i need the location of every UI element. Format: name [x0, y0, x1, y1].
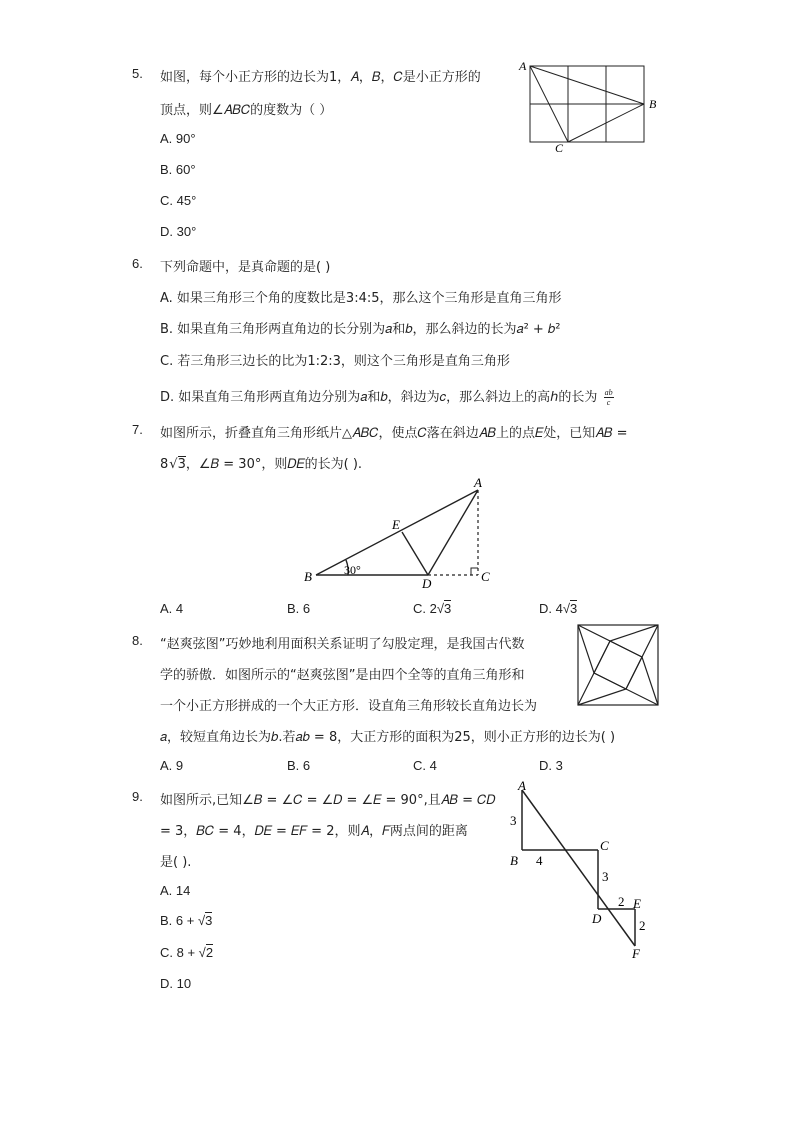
- q6-option-d: [160, 386, 614, 407]
- q8-option-d: D. 3: [539, 758, 563, 773]
- q9-length-ab: 3: [510, 813, 517, 828]
- q9-option-a: A. 14: [160, 883, 191, 898]
- sqrt-symbol: √: [197, 913, 206, 928]
- q9-segment-af: [522, 790, 635, 946]
- q8-triangle-line: [578, 625, 658, 705]
- q8-option-c: C. 4: [413, 758, 437, 773]
- sqrt-symbol: √: [169, 457, 178, 472]
- q5-option-a: A. 90°: [160, 131, 196, 146]
- q7-option-c-coef: C. 2: [413, 601, 437, 616]
- q8-triangle-line: [578, 625, 658, 705]
- q9-option-b-prefix: B. 6 +: [160, 913, 195, 928]
- q7-coefficient: 8: [160, 457, 169, 472]
- q8-stem-line3: 一个小正方形拼成的一个大正方形．设直角三角形较长直角边长为: [160, 699, 538, 714]
- q5-stem-line2: 顶点，则∠𝐴𝐵𝐶的度数为（ ）: [160, 103, 333, 118]
- q7-stem-tail: ，∠𝐵 = 30°，则𝐷𝐸的长为( ).: [185, 457, 363, 472]
- q6-number: 6.: [132, 256, 143, 271]
- q9-option-b-radicand: 3: [205, 913, 213, 928]
- q6-option-c: C. 若三角形三边长的比为1:2:3，则这个三角形是直角三角形: [160, 354, 510, 369]
- q9-stem-line1: 如图所示,已知∠𝐵 = ∠𝐶 = ∠𝐷 = ∠𝐸 = 90°,且𝐴𝐵 = 𝐶𝐷: [160, 793, 496, 808]
- q9-option-b: [160, 913, 212, 928]
- q8-triangle-line: [578, 625, 658, 705]
- q9-label-d: D: [592, 911, 602, 926]
- q9-label-c: C: [600, 838, 609, 853]
- q7-segment-ed: [402, 532, 428, 575]
- q7-option-d-radicand: 3: [569, 601, 578, 616]
- q8-big-square: [578, 625, 658, 705]
- q8-number: 8.: [132, 633, 143, 648]
- q9-option-d: D. 10: [160, 976, 192, 991]
- q6-fraction: [604, 388, 614, 407]
- q9-length-ef: 2: [639, 918, 646, 933]
- q8-stem-line4: 𝑎，较短直角边长为𝑏.若𝑎𝑏 = 8，大正方形的面积为25，则小正方形的边长为( ): [160, 730, 616, 745]
- q7-label-c: C: [481, 569, 490, 584]
- q8-triangle-line: [578, 625, 658, 705]
- q6-option-b: B. 如果直角三角形两直角边的长分别为𝑎和𝑏，那么斜边的长为𝑎² + 𝑏²: [160, 322, 561, 337]
- q9-length-de: 2: [618, 894, 625, 909]
- q5-label-b: B: [649, 97, 657, 111]
- q9-number: 9.: [132, 789, 143, 804]
- q7-option-d: [539, 601, 577, 616]
- q7-number: 7.: [132, 422, 143, 437]
- q5-stem-line1: 如图，每个小正方形的边长为1，𝐴，𝐵，𝐶是小正方形的: [160, 70, 481, 85]
- q7-stem-line2: [160, 453, 362, 472]
- q9-option-c-prefix: C. 8 +: [160, 945, 196, 960]
- q7-angle-label: 30°: [344, 563, 361, 577]
- q7-option-c: [413, 601, 451, 616]
- q7-label-b: B: [304, 569, 312, 584]
- q9-label-a: A: [518, 778, 526, 793]
- q6-option-d-text: D. 如果直角三角形两直角边分别为𝑎和𝑏，斜边为𝑐，那么斜边上的高ℎ的长为: [160, 390, 598, 405]
- q7-triangle-figure: [300, 474, 500, 588]
- q6-stem: 下列命题中，是真命题的是( ): [160, 260, 331, 275]
- q7-stem-line1: 如图所示，折叠直角三角形纸片△𝐴𝐵𝐶，使点𝐶落在斜边𝐴𝐵上的点𝐸处，已知𝐴𝐵 =: [160, 426, 628, 441]
- q5-label-a: A: [519, 59, 527, 73]
- q7-label-e: E: [392, 517, 400, 532]
- q7-option-a: A. 4: [160, 601, 184, 616]
- q9-stem-line2: = 3，𝐵𝐶 = 4，𝐷𝐸 = 𝐸𝐹 = 2，则𝐴，𝐹两点间的距离: [160, 824, 468, 839]
- q5-option-b: B. 60°: [160, 162, 196, 177]
- q9-path-figure: [500, 778, 665, 962]
- sqrt-symbol: √: [198, 945, 206, 960]
- q9-stem-line3: 是( ).: [160, 855, 192, 870]
- sqrt-symbol: √: [436, 601, 444, 616]
- q7-option-b: B. 6: [287, 601, 311, 616]
- q9-length-bc: 4: [536, 853, 543, 868]
- q5-label-c: C: [555, 141, 564, 155]
- q6-fraction-denominator: c: [606, 398, 611, 407]
- q8-stem-line1: “赵爽弦图”巧妙地利用面积关系证明了勾股定理，是我国古代数: [160, 637, 525, 652]
- q5-option-d: D. 30°: [160, 224, 197, 239]
- q9-length-cd: 3: [602, 869, 609, 884]
- q5-grid-figure: [512, 56, 667, 156]
- q6-fraction-numerator: ab: [604, 388, 613, 397]
- q8-zhao-shuang-figure: [576, 623, 660, 707]
- sqrt-symbol: √: [562, 601, 570, 616]
- q7-right-angle-mark: [471, 568, 478, 575]
- q9-option-c: [160, 945, 213, 960]
- q7-radicand: 3: [177, 457, 186, 472]
- q8-option-a: A. 9: [160, 758, 184, 773]
- q8-stem-line2: 学的骄傲．如图所示的“赵爽弦图”是由四个全等的直角三角形和: [160, 668, 525, 683]
- q5-option-c: C. 45°: [160, 193, 197, 208]
- q6-option-a: A. 如果三角形三个角的度数比是3:4:5，那么这个三角形是直角三角形: [160, 291, 562, 306]
- q5-number: 5.: [132, 66, 143, 81]
- q8-small-square: [594, 641, 642, 689]
- q7-label-a: A: [474, 475, 482, 490]
- q7-option-c-radicand: 3: [443, 601, 452, 616]
- q9-label-f: F: [632, 946, 640, 961]
- q7-label-d: D: [422, 576, 432, 588]
- q9-label-e: E: [633, 896, 641, 911]
- q5-segment-ab: [530, 66, 644, 104]
- q9-option-c-radicand: 2: [205, 945, 214, 960]
- q8-option-b: B. 6: [287, 758, 311, 773]
- q7-option-d-coef: D. 4: [539, 601, 563, 616]
- q9-label-b: B: [510, 853, 518, 868]
